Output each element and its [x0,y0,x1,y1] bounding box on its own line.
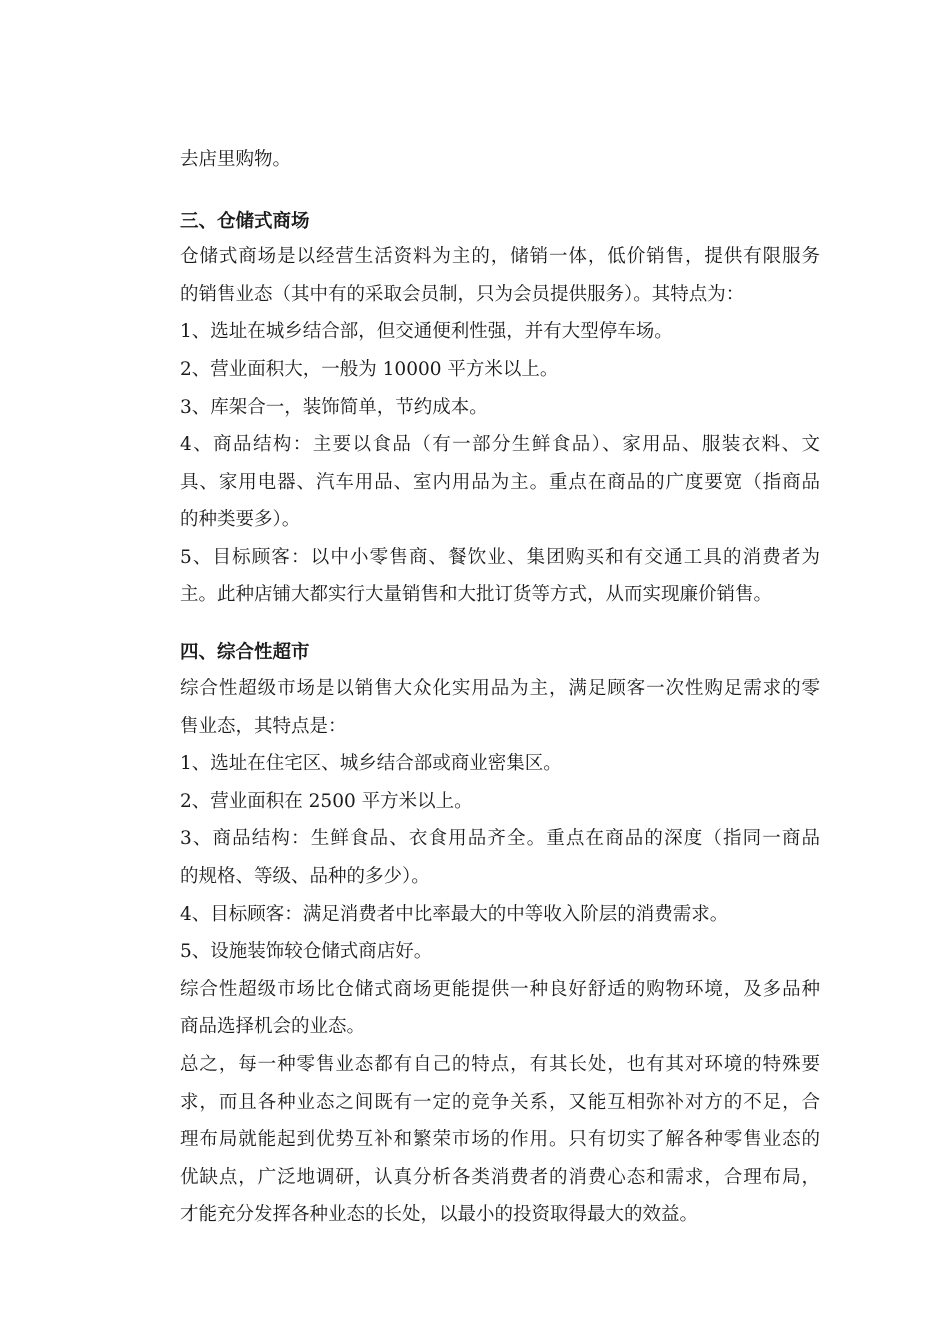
paragraph-line: 综合性超级市场是以销售大众化实用品为主，满足顾客一次性购足需求的零 [180,678,820,699]
paragraph-line: 优缺点，广泛地调研，认真分析各类消费者的消费心态和需求，合理布局， [180,1167,820,1188]
list-item: 4、目标顾客：满足消费者中比率最大的中等收入阶层的消费需求。 [180,904,729,925]
list-item: 1、选址在城乡结合部，但交通便利性强，并有大型停车场。 [180,321,673,342]
list-item: 5、设施装饰较仓储式商店好。 [180,941,433,962]
paragraph-line: 才能充分发挥各种业态的长处，以最小的投资取得最大的效益。 [180,1204,699,1225]
list-item: 3、库架合一，装饰简单，节约成本。 [180,397,488,418]
paragraph-line: 理布局就能起到优势互补和繁荣市场的作用。只有切实了解各种零售业态的 [180,1129,820,1150]
paragraph-line: 商品选择机会的业态。 [180,1016,366,1037]
paragraph-line: 仓储式商场是以经营生活资料为主的，储销一体，低价销售，提供有限服务 [180,246,820,267]
list-item: 5、目标顾客：以中小零售商、餐饮业、集团购买和有交通工具的消费者为 [180,547,820,568]
section-heading: 四、综合性超市 [180,642,310,663]
list-item-continuation: 的规格、等级、品种的多少）。 [180,866,430,887]
list-item-continuation: 具、家用电器、汽车用品、室内用品为主。重点在商品的广度要宽（指商品 [180,472,820,493]
list-item: 4、商品结构：主要以食品（有一部分生鲜食品）、家用品、服装衣料、文 [180,434,820,455]
list-item: 3、商品结构：生鲜食品、衣食用品齐全。重点在商品的深度（指同一商品 [180,828,820,849]
paragraph-line: 的销售业态（其中有的采取会员制，只为会员提供服务）。其特点为： [180,284,745,305]
paragraph-line: 求，而且各种业态之间既有一定的竞争关系，又能互相弥补对方的不足，合 [180,1092,820,1113]
list-item-continuation: 的种类要多）。 [180,509,301,530]
list-item: 2、营业面积大，一般为 10000 平方米以上。 [180,359,559,380]
section-heading: 三、仓储式商场 [180,211,310,232]
list-item: 1、选址在住宅区、城乡结合部或商业密集区。 [180,753,562,774]
paragraph-line: 总之，每一种零售业态都有自己的特点，有其长处，也有其对环境的特殊要 [180,1054,820,1075]
paragraph-line: 售业态，其特点是： [180,716,347,737]
list-item-continuation: 主。此种店铺大都实行大量销售和大批订货等方式，从而实现廉价销售。 [180,584,773,605]
paragraph-line: 综合性超级市场比仓储式商场更能提供一种良好舒适的购物环境，及多品种 [180,979,820,1000]
list-item: 2、营业面积在 2500 平方米以上。 [180,791,473,812]
paragraph-line: 去店里购物。 [180,149,292,170]
